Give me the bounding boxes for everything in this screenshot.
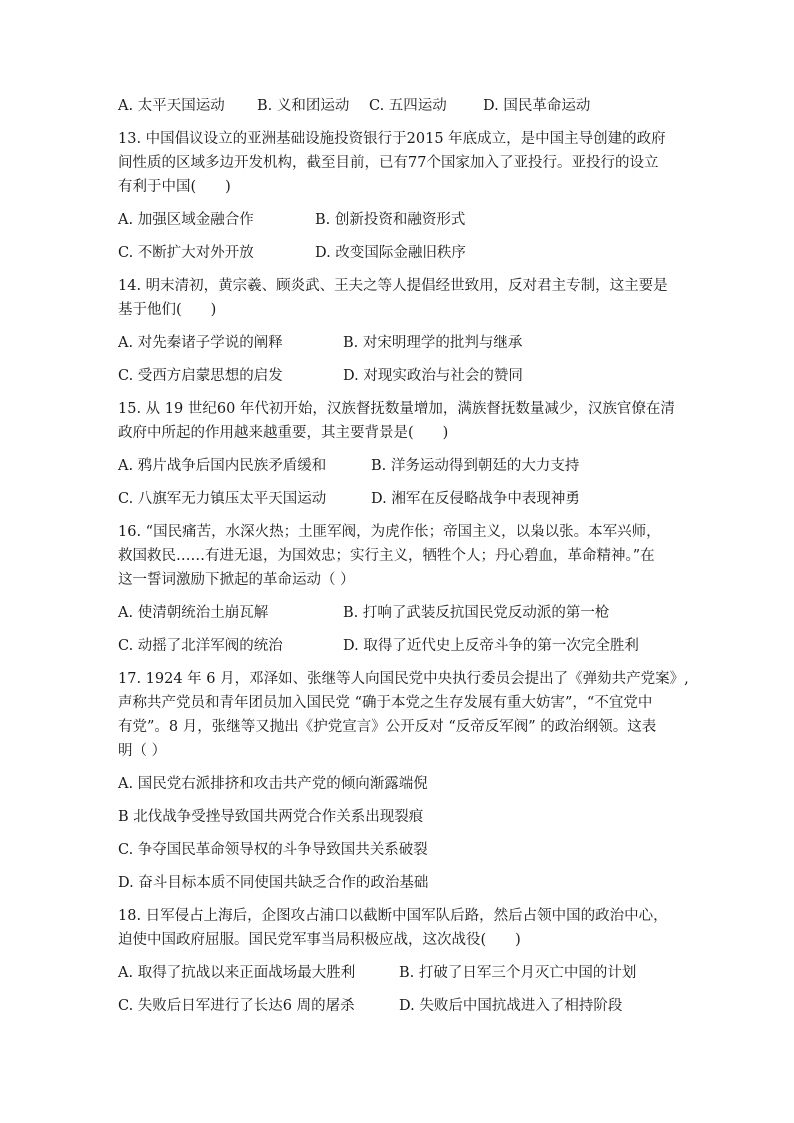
q18-option-d[interactable]: D. 失败后中国抗战进入了相持阶段 [399,998,623,1014]
q16-stem-line: 16. “国民痛苦，水深火热；土匪军阀，为虎作伥；帝国主义，以枭以张。本军兴师， [118,524,661,540]
q18-stem-line: 18. 日军侵占上海后，企图攻占浦口以截断中国军队后路，然后占领中国的政治中心， [118,908,668,924]
q15-option-b[interactable]: B. 洋务运动得到朝廷的大力支持 [371,458,580,474]
q13-option-d[interactable]: D. 改变国际金融旧秩序 [315,245,466,261]
q12-option-b[interactable]: B. 义和团运动 [257,98,350,114]
q14-options-row-1 [118,331,678,355]
q12-option-d[interactable]: D. 国民革命运动 [483,98,591,114]
q16-option-a[interactable]: A. 使清朝统治土崩瓦解 [118,605,269,621]
q12-options [118,94,678,118]
q16-options-row-2 [118,634,678,658]
q17-option-c[interactable]: C. 争夺国民革命领导权的斗争导致国共关系破裂 [118,842,428,858]
q13-options-row-2 [118,241,678,265]
q18-option-c[interactable]: C. 失败后日军进行了长达6 周的屠杀 [118,998,355,1014]
q17-stem-line: 声称共产党员和青年团员加入国民党 “确于本党之生存发展有重大妨害”，“不宜党中 [118,695,653,711]
q18-stem-line: 迫使中国政府屈服。国民党军事当局积极应战，这次战役( ) [118,932,521,948]
q15-options-row-1 [118,454,678,478]
q18-option-b[interactable]: B. 打破了日军三个月灭亡中国的计划 [399,965,637,981]
q14-stem [118,274,678,322]
q15-option-d[interactable]: D. 湘军在反侵略战争中表现神勇 [371,491,580,507]
q15-stem-line: 15. 从 19 世纪60 年代初开始，汉族督抚数量增加，满族督抚数量减少，汉族官僚在清 [118,401,675,417]
q14-option-c[interactable]: C. 受西方启蒙思想的启发 [118,368,283,384]
q15-options-row-2 [118,487,678,511]
q14-stem-line: 基于他们( ) [118,302,217,318]
q16-stem-line: 救国救民……有进无退，为国效忠；实行主义，牺牲个人；丹心碧血，革命精神。”在 [118,548,655,564]
q18-stem [118,904,678,952]
q13-option-b[interactable]: B. 创新投资和融资形式 [315,212,466,228]
q17-option-b[interactable]: B 北伐战争受挫导致国共两党合作关系出现裂痕 [118,809,424,825]
q17-option-d[interactable]: D. 奋斗目标本质不同使国共缺乏合作的政治基础 [118,875,429,891]
q13-option-c[interactable]: C. 不断扩大对外开放 [118,245,254,261]
q17-option-a[interactable]: A. 国民党右派排挤和攻击共产党的倾向渐露端倪 [118,776,428,792]
q13-stem-line: 有利于中国( ) [118,179,231,195]
q17-stem-line: 有党”。8 月，张继等又抛出《护党宣言》公开反对 “反帝反军阀” 的政治纲领。这表 [118,719,657,735]
q14-option-d[interactable]: D. 对现实政治与社会的赞同 [343,368,523,384]
q18-option-a[interactable]: A. 取得了抗战以来正面战场最大胜利 [118,965,356,981]
q14-options-row-2 [118,364,678,388]
q15-stem-line: 政府中所起的作用越来越重要，其主要背景是( ) [118,425,449,441]
q14-option-a[interactable]: A. 对先秦诸子学说的阐释 [118,335,283,351]
q15-option-c[interactable]: C. 八旗军无力镇压太平天国运动 [118,491,327,507]
q13-option-a[interactable]: A. 加强区域金融合作 [118,212,254,228]
q17-stem [118,667,689,763]
q16-option-c[interactable]: C. 动摇了北洋军阀的统治 [118,638,283,654]
q16-option-d[interactable]: D. 取得了近代史上反帝斗争的第一次完全胜利 [343,638,639,654]
q15-stem [118,397,678,445]
q18-options-row-1 [118,961,678,985]
q16-options-row-1 [118,601,678,625]
q17-stem-line: 明（ ） [118,743,167,759]
q12-option-c[interactable]: C. 五四运动 [369,98,447,114]
exam-page [118,94,689,1018]
q15-option-a[interactable]: A. 鸦片战争后国内民族矛盾缓和 [118,458,327,474]
q16-option-b[interactable]: B. 打响了武装反抗国民党反动派的第一枪 [343,605,610,621]
q14-option-b[interactable]: B. 对宋明理学的批判与继承 [343,335,523,351]
q13-stem-line: 间性质的区域多边开发机构，截至目前，已有77个国家加入了亚投行。亚投行的设立 [118,155,659,171]
q16-stem-line: 这一誓词激励下掀起的革命运动（ ） [118,572,355,588]
q14-stem-line: 14. 明末清初，黄宗羲、顾炎武、王夫之等人提倡经世致用，反对君主专制，这主要是 [118,278,668,294]
q13-stem-line: 13. 中国倡议设立的亚洲基础设施投资银行于2015 年底成立，是中国主导创建的政府 [118,131,666,147]
q16-stem [118,520,678,592]
q13-options-row-1 [118,208,678,232]
q13-stem [118,127,678,199]
q17-stem-line: 17. 1924 年 6 月，邓泽如、张继等人向国民党中央执行委员会提出了《弹劾共产党案》, [118,671,689,687]
q12-option-a[interactable]: A. 太平天国运动 [118,98,225,114]
q18-options-row-2 [118,994,678,1018]
